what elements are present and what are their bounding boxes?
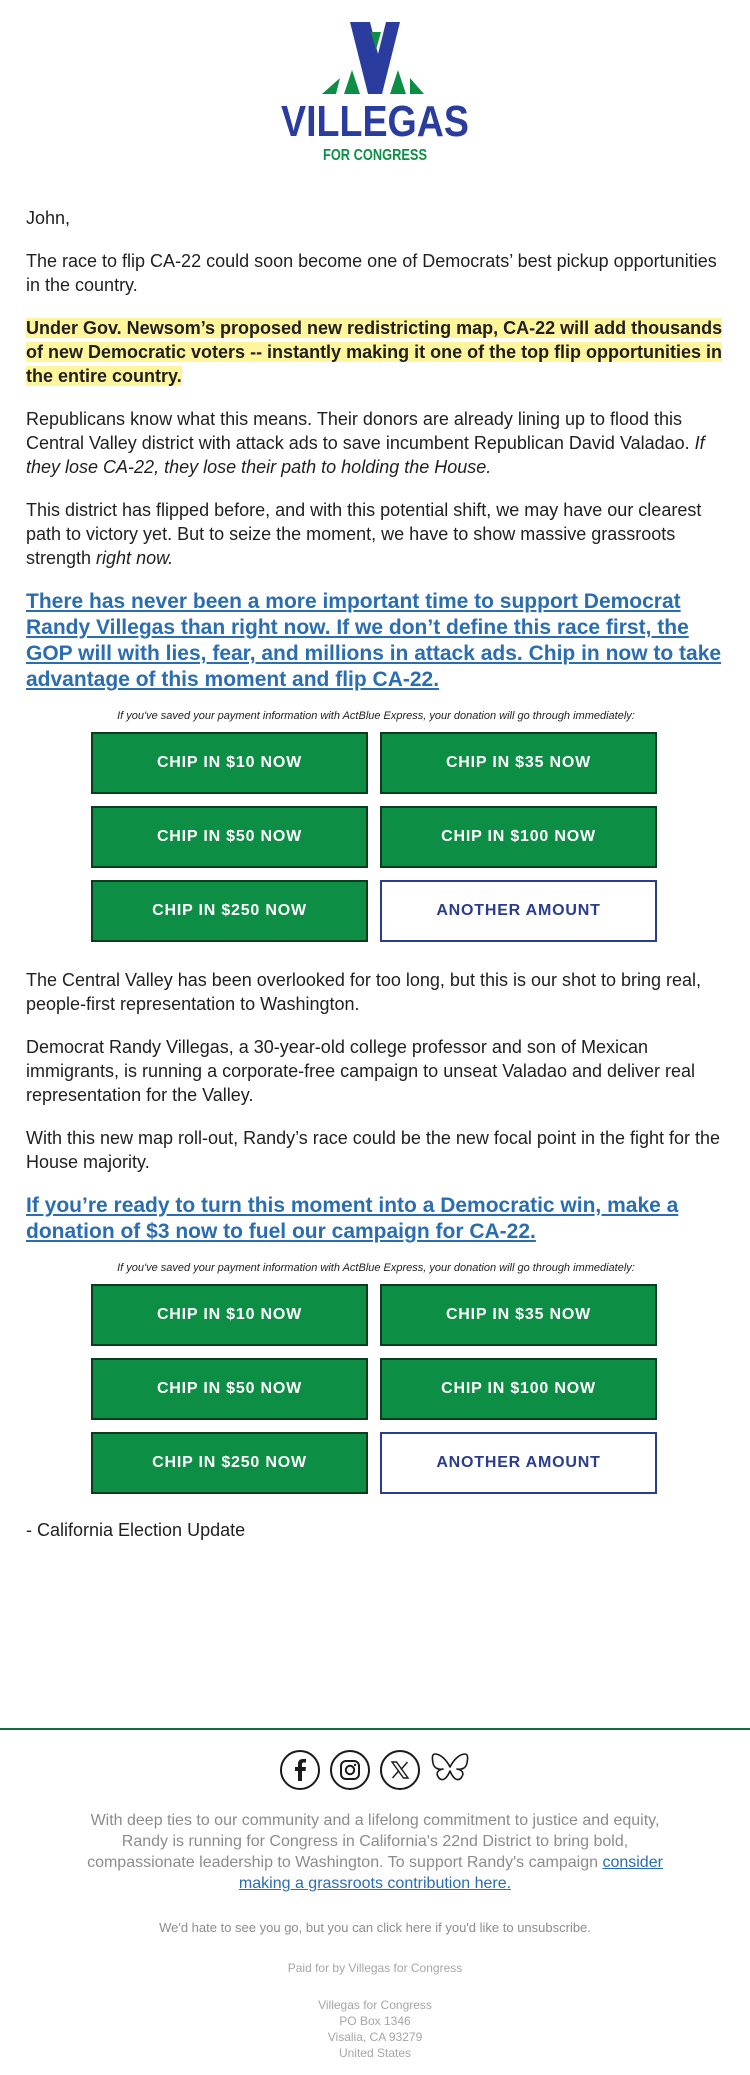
facebook-icon[interactable] xyxy=(280,1750,320,1790)
x-icon[interactable] xyxy=(380,1750,420,1790)
chip-in-35-button[interactable]: CHIP IN $35 NOW xyxy=(380,732,657,794)
footer-divider xyxy=(0,1728,750,1730)
paragraph-1: The race to flip CA-22 could soon become one of Democrats’ best pickup opportunities in the country. xyxy=(26,251,717,295)
paragraph-5: The Central Valley has been overlooked for too long, but this is our shot to bring real, people-first representation to Washington. xyxy=(26,970,702,1014)
paragraph-4-italic: right now. xyxy=(96,548,174,568)
paragraph-4-text: This district has flipped before, and with this potential shift, we may have our clearest path to victory yet. But to seize the moment, we have to show massive grassroots strength xyxy=(26,500,702,568)
footer-about xyxy=(85,1810,665,1894)
chip-in-250-button[interactable]: CHIP IN $250 NOW xyxy=(91,1432,368,1494)
paragraph-3-text: Republicans know what this means. Their donors are already lining up to flood this Central Valley district with attack ads to save incumbent Republican David Valadao. xyxy=(26,409,695,453)
greeting: John, xyxy=(26,208,71,228)
paragraph-3 xyxy=(26,407,726,479)
footer-about-text: With deep ties to our community and a lifelong commitment to justice and equity, Randy is running for Congress in California's 22nd District to bring bold, compassionate leadership to Washington. To support Randy's campaign xyxy=(87,1812,660,1871)
chip-in-100-button[interactable]: CHIP IN $100 NOW xyxy=(380,806,657,868)
footer xyxy=(0,1810,750,2061)
address-line: Villegas for Congress xyxy=(318,1998,432,2012)
contribution-link[interactable]: consider making a grassroots contribution here. xyxy=(238,1854,663,1892)
logo-tagline: FOR CONGRESS xyxy=(323,147,428,164)
paragraph-6: Democrat Randy Villegas, a 30-year-old college professor and son of Mexican immigrants, is running a corporate-free campaign to unseat Valadao and deliver real representation for the Valley. xyxy=(26,1037,696,1105)
highlight-paragraph xyxy=(26,316,726,388)
signoff: - California Election Update xyxy=(26,1520,246,1540)
logo-name: VILLEGAS xyxy=(281,97,469,146)
mailing-address xyxy=(0,1997,750,2061)
highlight-text: Under Gov. Newsom’s proposed new redistricting map, CA-22 will add thousands of new Democratic voters -- instantly making it one of the top flip opportunities in the entire country. xyxy=(26,318,723,386)
donation-grid-1 xyxy=(91,732,657,942)
address-line: PO Box 1346 xyxy=(339,2014,411,2028)
address-line: United States xyxy=(338,2046,412,2060)
unsubscribe-link[interactable]: We'd hate to see you go, but you can click here if you'd like to unsubscribe. xyxy=(159,1920,591,1935)
paragraph-4 xyxy=(26,498,726,570)
chip-in-10-button[interactable]: CHIP IN $10 NOW xyxy=(91,1284,368,1346)
villegas-logo xyxy=(270,22,480,172)
another-amount-button[interactable]: ANOTHER AMOUNT xyxy=(380,880,657,942)
social-links xyxy=(0,1750,750,1790)
paid-for-disclaimer: Paid for by Villegas for Congress xyxy=(287,1961,463,1975)
chip-in-100-button[interactable]: CHIP IN $100 NOW xyxy=(380,1358,657,1420)
address-line: Visalia, CA 93279 xyxy=(327,2030,423,2044)
instagram-icon[interactable] xyxy=(330,1750,370,1790)
actblue-note-2: If you've saved your payment information with ActBlue Express, your donation will go through immediately: xyxy=(117,1262,635,1274)
cta-link-1[interactable]: There has never been a more important time to support Democrat Randy Villegas than right now. If we don’t define this race first, the GOP will with lies, fear, and millions in attack ads. Chip in now to take advantage of this moment and flip CA-22. xyxy=(26,590,722,691)
chip-in-50-button[interactable]: CHIP IN $50 NOW xyxy=(91,1358,368,1420)
chip-in-35-button[interactable]: CHIP IN $35 NOW xyxy=(380,1284,657,1346)
chip-in-250-button[interactable]: CHIP IN $250 NOW xyxy=(91,880,368,942)
paragraph-3-italic: If they lose CA-22, they lose their path to holding the House. xyxy=(26,433,705,477)
email-body xyxy=(26,206,726,1542)
paragraph-7: With this new map roll-out, Randy’s race could be the new focal point in the fight for the House majority. xyxy=(26,1128,721,1172)
chip-in-50-button[interactable]: CHIP IN $50 NOW xyxy=(91,806,368,868)
bluesky-icon[interactable] xyxy=(430,1750,470,1790)
cta-link-2[interactable]: If you’re ready to turn this moment into a Democratic win, make a donation of $3 now to fuel our campaign for CA-22. xyxy=(26,1194,679,1243)
donation-grid-2 xyxy=(91,1284,657,1494)
another-amount-button[interactable]: ANOTHER AMOUNT xyxy=(380,1432,657,1494)
actblue-note-1: If you've saved your payment information with ActBlue Express, your donation will go through immediately: xyxy=(117,710,635,722)
chip-in-10-button[interactable]: CHIP IN $10 NOW xyxy=(91,732,368,794)
